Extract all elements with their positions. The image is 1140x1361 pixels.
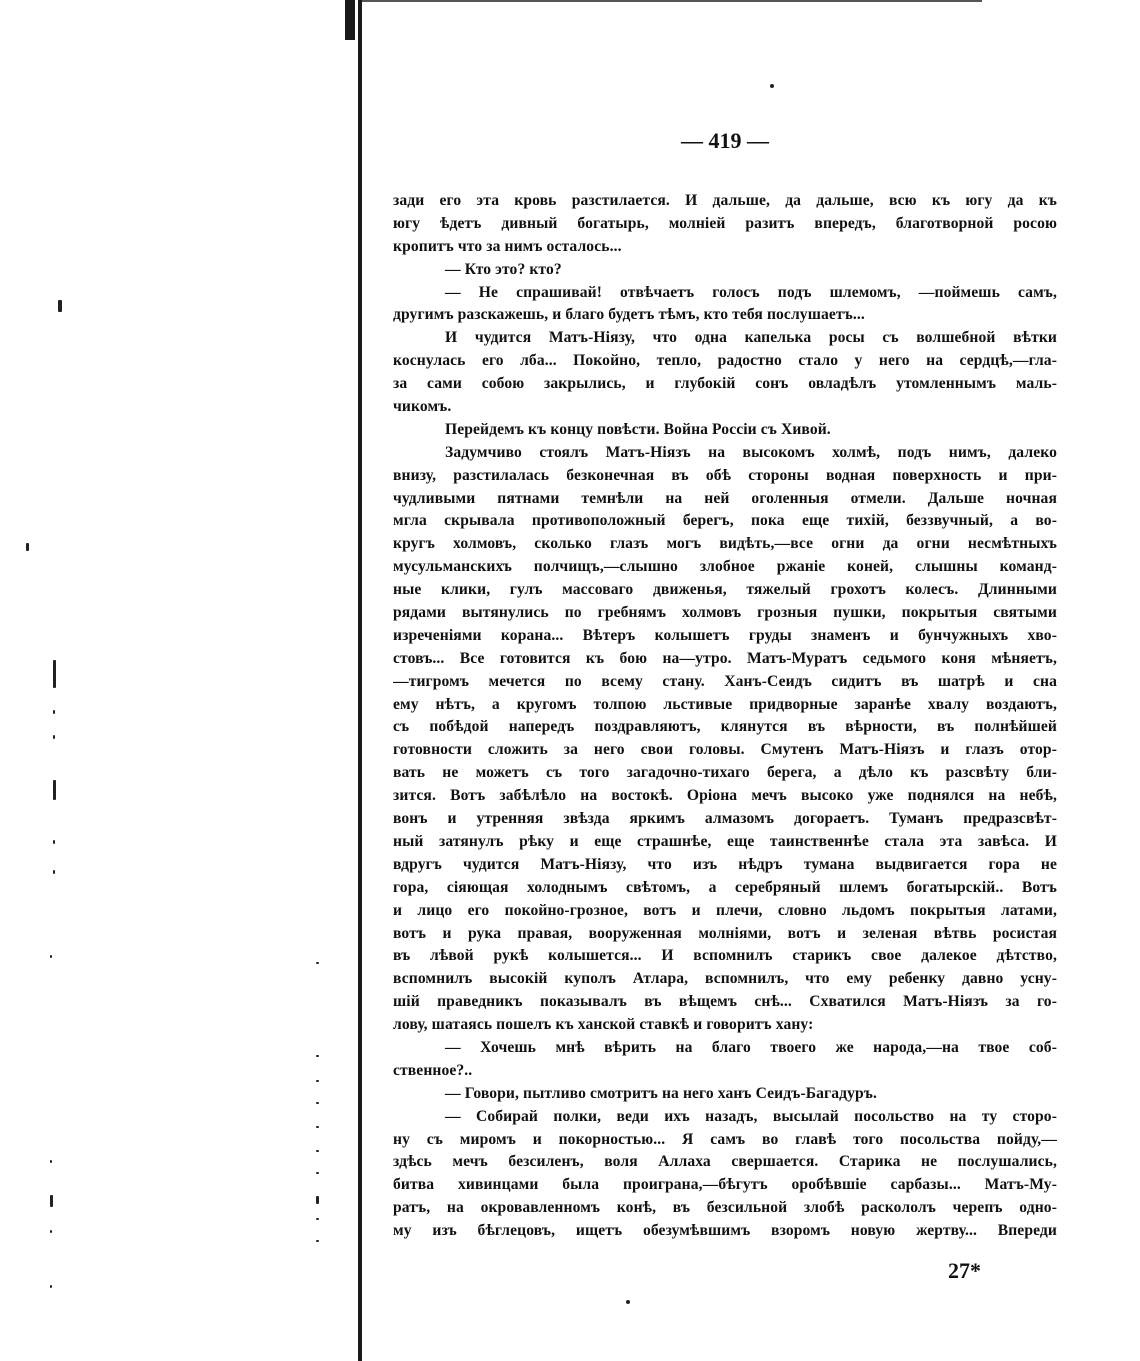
text-line: — Кто это? кто?: [445, 260, 562, 278]
scan-speck: [53, 780, 56, 800]
text-line: вонъ и утренняя звѣзда яркимъ алмазомъ догораетъ. Туманъ предразсвѣт-: [393, 810, 1057, 828]
scan-speck: [316, 962, 319, 964]
text-line: И чудится Матъ-Ніязу, что одна капелька росы съ волшебной вѣтки: [445, 329, 1057, 347]
text-line: за сами собою закрылись, и глубокій сонъ овладѣлъ утомленнымъ маль-: [393, 375, 1057, 393]
text-line: югу ѣдетъ дивный богатырь, молніей разитъ впередъ, благотворной росою: [393, 214, 1057, 232]
signature-mark: 27*: [948, 1258, 981, 1283]
text-line: здѣсь мечъ безсиленъ, воля Аллаха свершается. Старика не послушались,: [393, 1153, 1057, 1171]
left-margin: [0, 0, 358, 1361]
text-line: готовности сложить за него свои головы. Смутенъ Матъ-Ніязъ и глазъ отор-: [393, 741, 1057, 759]
page-number-text: — 419 —: [681, 128, 769, 153]
text-line: мгла скрывала противоположный берегъ, пока еще тихій, беззвучный, а во-: [393, 512, 1057, 530]
scan-speck: [50, 1285, 52, 1288]
text-line: — Хочешь мнѣ вѣрить на благо твоего же народа,—на твое соб-: [445, 1038, 1057, 1056]
page-gutter-line: [358, 0, 362, 1361]
text-line: Перейдемъ къ концу повѣсти. Война Россіи съ Хивой.: [445, 420, 831, 438]
page-number: [0, 128, 1140, 154]
scan-speck: [53, 840, 55, 844]
text-line: — Говори, пытливо смотритъ на него ханъ Сеидъ-Багадуръ.: [445, 1084, 877, 1102]
text-line: ему нѣтъ, а кругомъ толпою льстивые придворные заранѣе хвалу воздаютъ,: [393, 695, 1057, 713]
text-line: лову, шатаясь пошелъ къ ханской ставкѣ и говоритъ хану:: [393, 1016, 814, 1034]
text-line: вотъ и рука правая, вооруженная молніями, вотъ и зеленая вѣтвь росистая: [393, 924, 1057, 942]
text-line: съ побѣдой напередъ поздравляютъ, клянутся въ вѣрности, въ полнѣйшей: [393, 718, 1057, 736]
text-line: ратъ, на окровавленномъ конѣ, въ безсильной злобѣ раскололъ черепъ одно-: [393, 1199, 1057, 1217]
top-edge-rule: [362, 0, 982, 2]
text-line: рядами вытянулись по гребнямъ холмовъ грозныя пушки, покрытыя святыми: [393, 604, 1057, 622]
text-line: ный затянулъ рѣку и еще страшнѣе, еще таинственнѣе стала эта завѣса. И: [393, 832, 1057, 850]
text-line: Задумчиво стоялъ Матъ-Ніязъ на высокомъ холмѣ, подъ нимъ, далеко: [445, 443, 1057, 461]
text-line: — Собирай полки, веди ихъ назадъ, высылай посольство на ту сторо-: [445, 1107, 1057, 1125]
text-line: зится. Вотъ забѣлѣло на востокѣ. Оріона мечъ высоко уже поднялся на небѣ,: [393, 787, 1057, 805]
text-line: вспомнилъ высокій куполъ Атлара, вспомнилъ, что ему ребенку давно усну-: [393, 970, 1057, 988]
scan-speck: [316, 1102, 319, 1104]
scan-speck: [26, 543, 29, 551]
scan-speck: [58, 300, 62, 312]
scan-speck: [53, 870, 55, 874]
text-line: стовъ... Все готовится къ бою на—утро. Матъ-Муратъ седьмого коня мѣняетъ,: [393, 649, 1057, 667]
text-line: зади его эта кровь разстилается. И дальше, да дальше, всю къ югу да къ: [393, 192, 1057, 209]
scan-speck: [50, 1230, 52, 1233]
scan-speck: [53, 735, 55, 739]
text-line: битва хивинцами была проиграна,—бѣгутъ оробѣвшіе сарбазы... Матъ-Му-: [393, 1176, 1057, 1194]
scan-speck: [316, 1055, 319, 1057]
text-line: кропитъ что за нимъ осталось...: [393, 237, 622, 255]
scan-speck: [626, 1300, 630, 1304]
text-line: — Не спрашивай! отвѣчаетъ голосъ подъ шлемомъ, —поймешь самъ,: [445, 283, 1057, 301]
scan-speck: [316, 1172, 319, 1174]
text-line: кругъ холмовъ, сколько глазъ могъ видѣть,—все огни да огни несмѣтныхъ: [393, 535, 1057, 553]
text-line: —тигромъ мечется по всему стану. Ханъ-Сеидъ сидитъ въ шатрѣ и сна: [393, 672, 1057, 690]
scan-speck: [770, 84, 774, 88]
text-line: и лицо его покойно-грозное, вотъ и плечи, словно льдомъ покрытыя латами,: [393, 901, 1057, 919]
text-line: чикомъ.: [393, 398, 452, 416]
text-line: вдругъ чудится Матъ-Ніязу, что изъ нѣдръ тумана выдвигается гора не: [393, 855, 1057, 873]
text-line: ные клики, гулъ массоваго движенья, тяжелый грохотъ колесъ. Длинными: [393, 581, 1057, 599]
scan-speck: [50, 1160, 52, 1163]
text-line: вать не можетъ съ того загадочно-тихаго берега, а дѣло къ разсвѣту бли-: [393, 764, 1057, 782]
scan-speck: [53, 660, 56, 688]
text-line: другимъ разскажешь, и благо будетъ тѣмъ, кто тебя послушаетъ...: [393, 306, 865, 324]
text-line: чудливыми пятнами темнѣли на ней оголенныя отмели. Дальше ночная: [393, 489, 1057, 507]
scan-speck: [316, 1150, 319, 1152]
text-line: гора, сіяющая холоднымъ свѣтомъ, а серебряный шлемъ богатырскій.. Вотъ: [393, 878, 1057, 896]
text-line: ну съ миромъ и покорностью... Я самъ во главѣ того посольства пойду,—: [393, 1130, 1057, 1148]
scan-speck: [316, 1196, 319, 1204]
text-line: изреченіями корана... Вѣтеръ колышетъ груды знаменъ и бунчужныхъ хво-: [393, 626, 1057, 644]
text-line: въ лѣвой рукѣ колышется... И вспомнилъ старикъ свое далекое дѣтство,: [393, 947, 1057, 965]
body-text: [393, 190, 1057, 1243]
text-line: коснулась его лба... Покойно, тепло, радостно стало у него на сердцѣ,—гла-: [393, 352, 1057, 370]
scan-speck: [53, 710, 55, 714]
scan-speck: [316, 1240, 319, 1242]
scan-speck: [50, 955, 52, 958]
scan-speck: [50, 1195, 53, 1207]
scan-speck: [316, 1126, 319, 1128]
text-line: ственное?..: [393, 1061, 473, 1079]
scan-speck: [316, 1218, 319, 1220]
text-line: шій праведникъ показывалъ въ вѣщемъ снѣ... Схватился Матъ-Ніязъ за го-: [393, 993, 1057, 1011]
text-line: му изъ бѣглецовъ, ищетъ обезумѣвшимъ взоромъ новую жертву... Впереди: [393, 1222, 1057, 1240]
scan-speck: [316, 1080, 319, 1082]
gutter-shadow: [345, 0, 355, 40]
text-line: внизу, разстилалась безконечная въ обѣ стороны водная поверхность и при-: [393, 466, 1057, 484]
text-line: мусульманскихъ полчищъ,—слышно злобное ржаніе коней, слышны команд-: [393, 558, 1057, 576]
